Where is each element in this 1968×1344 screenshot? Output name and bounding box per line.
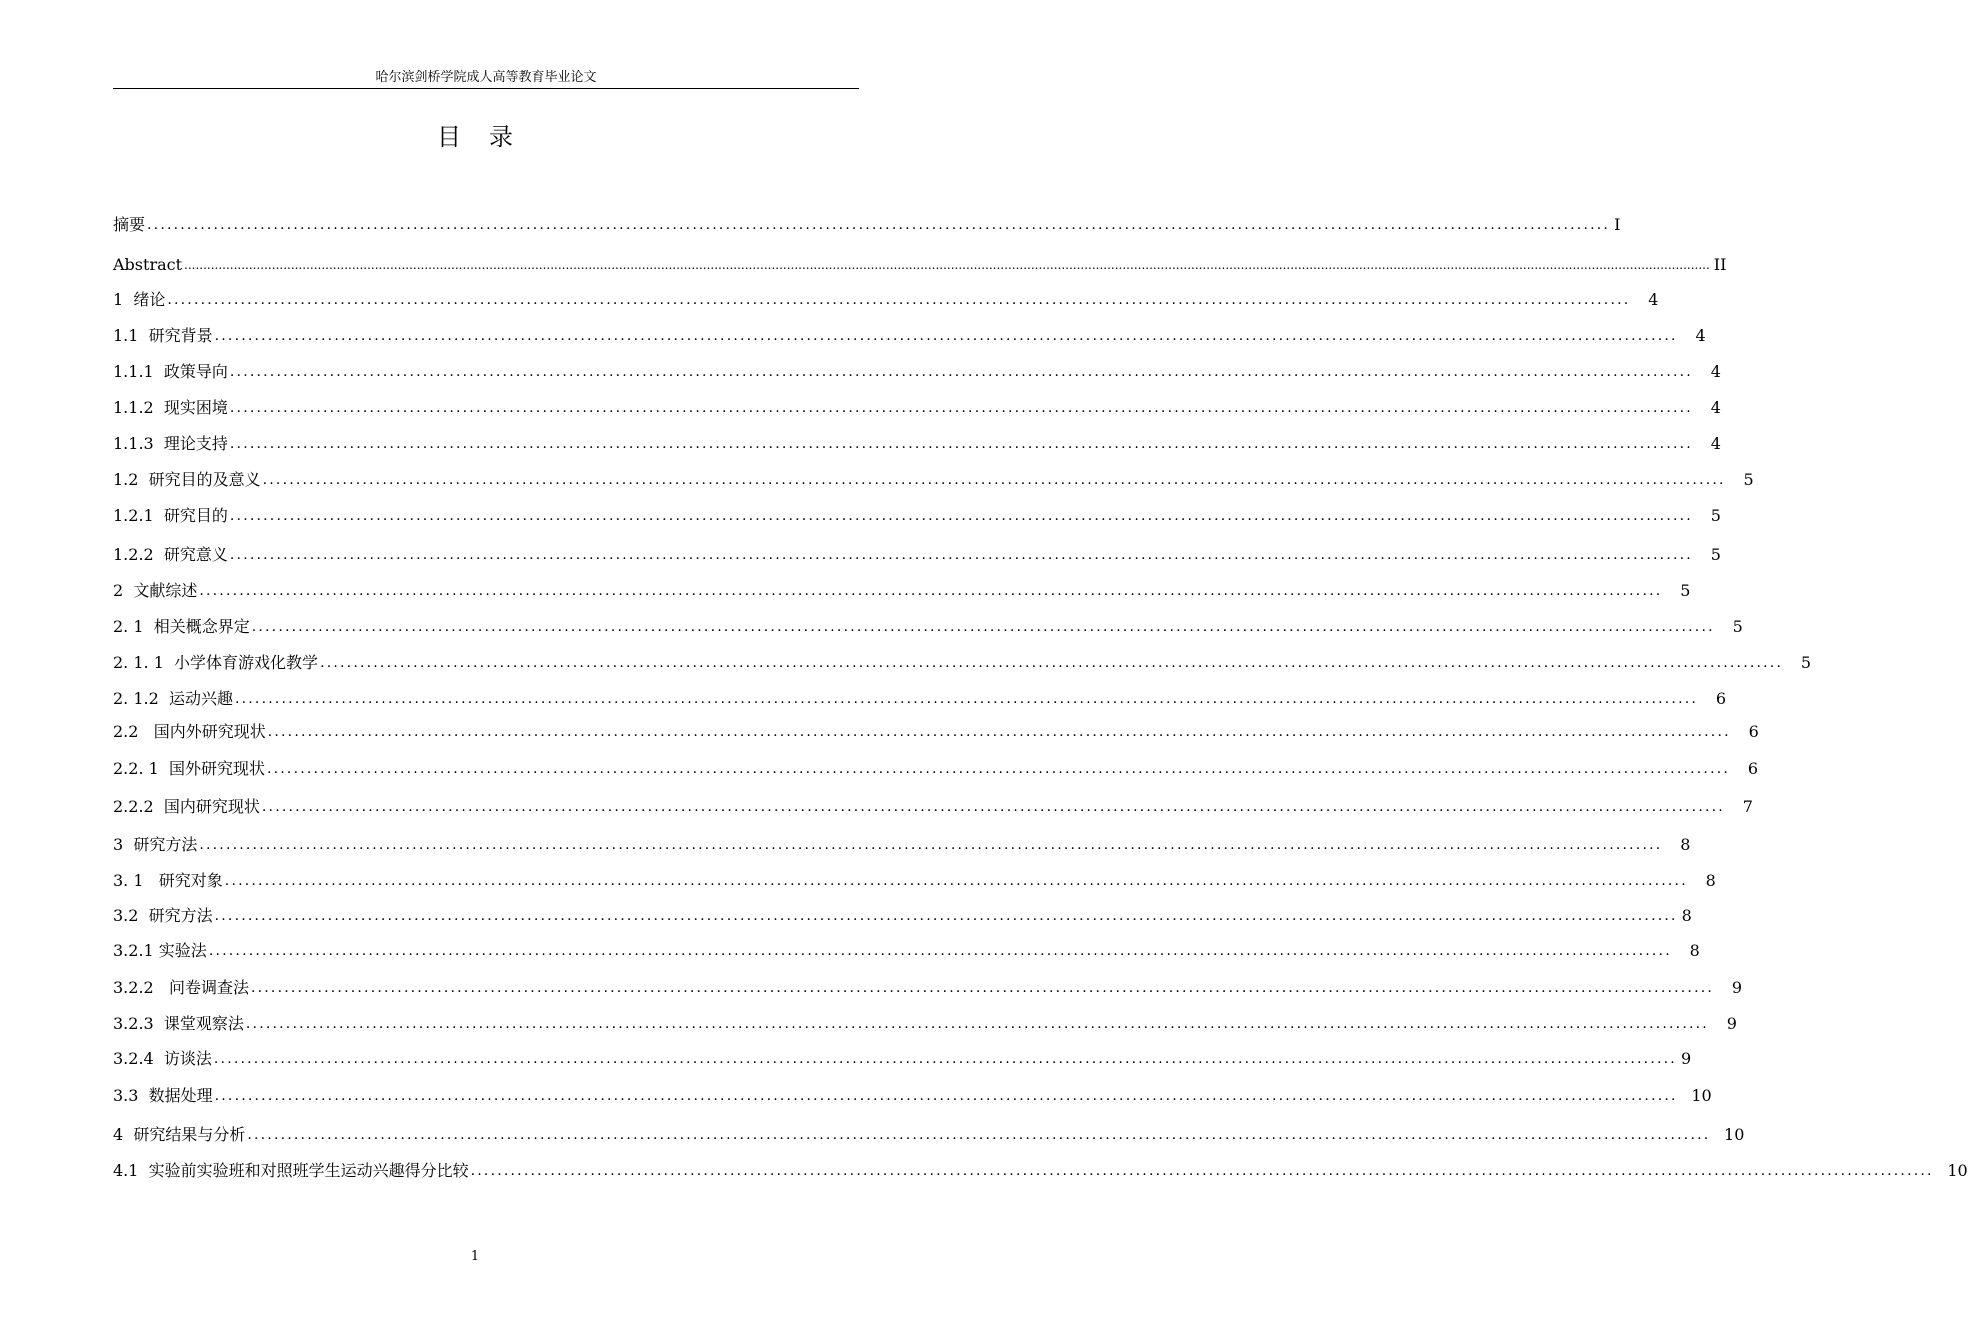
toc-entry-label: 2. 1.2 运动兴趣 xyxy=(113,689,233,708)
toc-entry-label: 2. 1. 1 小学体育游戏化教学 xyxy=(113,653,319,672)
toc-entry-page: 10 xyxy=(1947,1161,1968,1180)
toc-entry-label: 3. 1 研究对象 xyxy=(113,871,223,890)
toc-entry[interactable] xyxy=(113,976,1743,1000)
toc-entry[interactable] xyxy=(113,396,1721,420)
toc-entry-page: 4 xyxy=(1710,398,1721,417)
toc-entry[interactable] xyxy=(113,324,1706,348)
toc-entry-label: 1.1 研究背景 xyxy=(113,326,213,345)
toc-entry-page: 5 xyxy=(1710,545,1721,564)
toc-entry-label: 3.3 数据处理 xyxy=(113,1086,213,1105)
toc-entry[interactable] xyxy=(113,213,1621,237)
toc-dot-leader: ............................................................................................................................................................................................................................ xyxy=(266,761,1731,777)
toc-entry[interactable] xyxy=(113,939,1700,963)
toc-entry[interactable] xyxy=(113,1012,1737,1036)
toc-entry-label: 2. 1 相关概念界定 xyxy=(113,617,250,636)
toc-entry-label: 2.2.2 国内研究现状 xyxy=(113,797,260,816)
toc-entry-label: 1.2.2 研究意义 xyxy=(113,545,228,564)
toc-dot-leader: ............................................................................................................................................................................................................................ xyxy=(245,1016,1709,1032)
toc-entry[interactable] xyxy=(113,869,1716,893)
toc-entry-page: II xyxy=(1713,255,1727,274)
toc-entry-label: 摘要 xyxy=(113,215,146,234)
toc-entry[interactable] xyxy=(113,468,1754,492)
toc-entry[interactable] xyxy=(113,1159,1968,1183)
toc-dot-leader: ............................................................................................................................................................................................................................ xyxy=(224,873,1688,889)
toc-entry-page: 4 xyxy=(1710,434,1721,453)
toc-entry-page: 5 xyxy=(1732,617,1743,636)
toc-entry[interactable] xyxy=(113,757,1759,781)
header-rule xyxy=(113,88,859,89)
toc-title: 目录 xyxy=(437,123,541,151)
toc-dot-leader: ............................................................................................................................................................................................................................ xyxy=(262,472,1726,488)
toc-entry-page: 8 xyxy=(1680,835,1691,854)
toc-entry-page: 8 xyxy=(1689,941,1700,960)
toc-entry[interactable] xyxy=(113,253,1727,277)
toc-entry[interactable] xyxy=(113,360,1721,384)
toc-entry-page: 6 xyxy=(1748,722,1759,741)
toc-entry[interactable] xyxy=(113,833,1691,857)
toc-entry[interactable] xyxy=(113,1047,1692,1071)
toc-dot-leader: ............................................................................................................................................................................................................................ xyxy=(470,1163,1934,1179)
toc-dot-leader: ............................................................................................................................................................................................................................ xyxy=(250,980,1715,996)
toc-entry-page: 7 xyxy=(1742,797,1753,816)
toc-dot-leader: ............................................................................................................................................................................................................................ xyxy=(208,943,1672,959)
toc-entry[interactable] xyxy=(113,615,1743,639)
toc-entry-label: 1.1.2 现实困境 xyxy=(113,398,228,417)
toc-entry-label: 3.2.2 问卷调查法 xyxy=(113,978,249,997)
toc-dot-leader: ............................................................................................................................................................................................................................ xyxy=(229,364,1693,380)
toc-entry-page: 8 xyxy=(1705,871,1716,890)
toc-entry-page: I xyxy=(1614,215,1621,234)
toc-entry-label: 3.2.1 实验法 xyxy=(113,941,207,960)
toc-entry-page: 6 xyxy=(1715,689,1727,708)
toc-entry-label: 3.2.3 课堂观察法 xyxy=(113,1014,244,1033)
toc-dot-leader: ............................................................................................................................................................................................................................ xyxy=(320,655,1784,671)
toc-entry-page: 8 xyxy=(1681,906,1692,925)
toc-entry-page: 9 xyxy=(1680,1049,1692,1068)
toc-dot-leader: ............................................................................................................................................................................................................................ xyxy=(261,799,1725,815)
toc-entry-label: 1.1.1 政策导向 xyxy=(113,362,228,381)
toc-entry[interactable] xyxy=(113,504,1721,528)
toc-entry-page: 5 xyxy=(1710,506,1721,525)
toc-entry[interactable] xyxy=(113,651,1812,675)
toc-entry-label: 2.2. 1 国外研究现状 xyxy=(113,759,265,778)
toc-dot-leader: ................................................................................................................................................................................................................................................................................................................................................................................................................ xyxy=(184,258,1710,272)
toc-entry[interactable] xyxy=(113,687,1727,711)
toc-entry-label: 1.2 研究目的及意义 xyxy=(113,470,261,489)
toc-dot-leader: ............................................................................................................................................................................................................................ xyxy=(267,724,1731,740)
toc-entry-page: 5 xyxy=(1743,470,1754,489)
toc-entry-page: 9 xyxy=(1726,1014,1737,1033)
toc-dot-leader: ............................................................................................................................................................................................................................ xyxy=(229,508,1693,524)
toc-dot-leader: ............................................................................................................................................................................................................................ xyxy=(229,547,1693,563)
toc-dot-leader: ............................................................................................................................................................................................................................ xyxy=(167,292,1631,308)
toc-entry-label: 4.1 实验前实验班和对照班学生运动兴趣得分比较 xyxy=(113,1161,469,1180)
toc-entry[interactable] xyxy=(113,1123,1745,1147)
toc-dot-leader: ............................................................................................................................................................................................................................ xyxy=(214,1088,1678,1104)
toc-entry-page: 5 xyxy=(1680,581,1691,600)
toc-entry-label: 3 研究方法 xyxy=(113,835,198,854)
toc-entry[interactable] xyxy=(113,795,1753,819)
toc-entry-label: 2.2 国内外研究现状 xyxy=(113,722,266,741)
toc-dot-leader: ............................................................................................................................................................................................................................ xyxy=(147,217,1611,233)
toc-entry-page: 9 xyxy=(1731,978,1743,997)
toc-entry-page: 4 xyxy=(1695,326,1706,345)
toc-dot-leader: ............................................................................................................................................................................................................................ xyxy=(229,436,1693,452)
toc-dot-leader: ............................................................................................................................................................................................................................ xyxy=(234,691,1699,707)
toc-dot-leader: ............................................................................................................................................................................................................................ xyxy=(229,400,1693,416)
toc-entry-label: Abstract xyxy=(113,255,183,274)
page-number: 1 xyxy=(470,1249,480,1264)
toc-entry[interactable] xyxy=(113,432,1721,456)
toc-entry-label: 1 绪论 xyxy=(113,290,166,309)
toc-entry-label: 1.2.1 研究目的 xyxy=(113,506,228,525)
toc-dot-leader: ............................................................................................................................................................................................................................ xyxy=(214,328,1678,344)
toc-dot-leader: ............................................................................................................................................................................................................................ xyxy=(247,1127,1711,1143)
toc-entry[interactable] xyxy=(113,1084,1712,1108)
toc-entry-page: 10 xyxy=(1724,1125,1745,1144)
toc-dot-leader: ............................................................................................................................................................................................................................ xyxy=(251,619,1715,635)
toc-dot-leader: ............................................................................................................................................................................................................................ xyxy=(214,908,1678,924)
toc-entry-label: 3.2 研究方法 xyxy=(113,906,213,925)
toc-entry-label: 1.1.3 理论支持 xyxy=(113,434,228,453)
toc-entry[interactable] xyxy=(113,543,1721,567)
toc-dot-leader: ............................................................................................................................................................................................................................ xyxy=(199,583,1663,599)
toc-entry[interactable] xyxy=(113,288,1659,312)
toc-entry-page: 5 xyxy=(1800,653,1812,672)
toc-dot-leader: ............................................................................................................................................................................................................................ xyxy=(199,837,1663,853)
toc-entry-label: 4 研究结果与分析 xyxy=(113,1125,246,1144)
page-header: 哈尔滨剑桥学院成人高等教育毕业论文 xyxy=(375,70,597,85)
toc-entry-page: 4 xyxy=(1648,290,1659,309)
toc-entry-page: 6 xyxy=(1747,759,1759,778)
toc-entry-label: 3.2.4 访谈法 xyxy=(113,1049,212,1068)
toc-entry-label: 2 文献综述 xyxy=(113,581,198,600)
toc-entry[interactable] xyxy=(113,720,1759,744)
toc-entry[interactable] xyxy=(113,579,1691,603)
toc-entry-page: 10 xyxy=(1691,1086,1712,1105)
toc-entry-page: 4 xyxy=(1710,362,1721,381)
toc-dot-leader: ............................................................................................................................................................................................................................ xyxy=(213,1051,1677,1067)
toc-entry[interactable] xyxy=(113,904,1692,928)
